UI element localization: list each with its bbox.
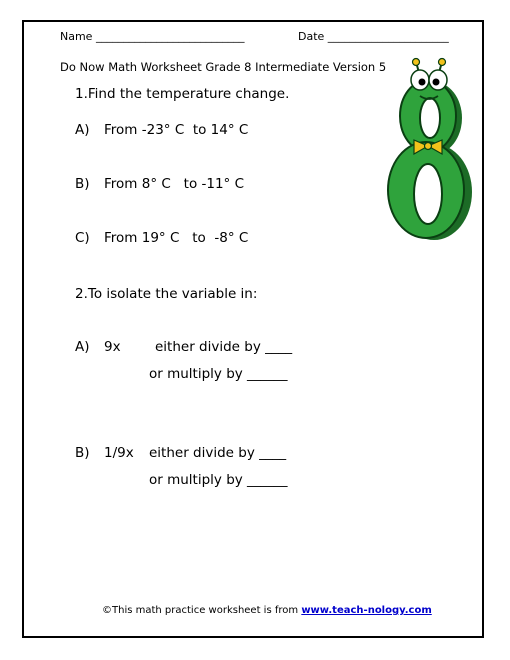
- q1-item-c-text: From 19° C to -8° C: [104, 230, 249, 246]
- footer-text: ©This math practice worksheet is from: [102, 605, 302, 616]
- worksheet-title: Do Now Math Worksheet Grade 8 Intermediate Version 5: [60, 60, 387, 74]
- q2-item-a-term: 9x: [104, 339, 121, 355]
- number-eight-mascot-icon: [376, 56, 476, 246]
- q1-item-a-letter: A): [75, 122, 90, 138]
- name-field-label: Name ___________________________: [60, 30, 245, 43]
- q1-item-c-letter: C): [75, 230, 90, 246]
- q2-item-b-letter: B): [75, 445, 90, 461]
- q2-item-b-term: 1/9x: [104, 445, 134, 461]
- q2-item-a-line1: either divide by ____: [155, 339, 293, 355]
- q1-item-b-letter: B): [75, 176, 90, 192]
- q2-item-a-letter: A): [75, 339, 90, 355]
- footer-link[interactable]: www.teach-nology.com: [301, 605, 432, 616]
- q2-item-b-line1: either divide by ____: [149, 445, 287, 461]
- q1-item-b-text: From 8° C to -11° C: [104, 176, 245, 192]
- date-field-label: Date ______________________: [298, 30, 449, 43]
- question-1-prompt: 1.Find the temperature change.: [75, 86, 290, 102]
- q2-item-a-line2: or multiply by ______: [149, 366, 288, 382]
- footer-credit: [102, 605, 432, 616]
- q2-item-b-line2: or multiply by ______: [149, 472, 288, 488]
- q1-item-a-text: From -23° C to 14° C: [104, 122, 249, 138]
- question-2-prompt: 2.To isolate the variable in:: [75, 286, 258, 302]
